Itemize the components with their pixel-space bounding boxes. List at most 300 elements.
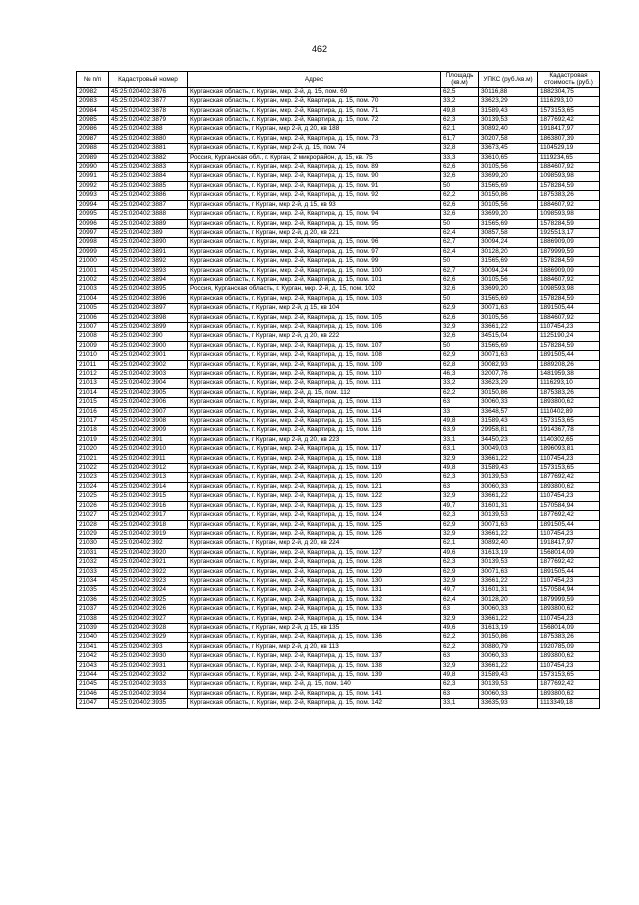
cell-area: 63 [441,605,479,614]
cell-cadastral-value: 1879999,59 [538,247,600,256]
cell-number: 21025 [77,492,109,501]
cell-area: 49,8 [441,106,479,115]
cell-address: Курганская область, г. Курган, мкр. 2-й, Квартира, д. 15, пом. 95 [188,219,441,228]
cell-cadastral-value: 1877692,42 [538,116,600,125]
cell-upks: 33699,20 [479,285,538,294]
cell-cadastral-value: 1107454,23 [538,614,600,623]
cell-address: Курганская область, г Курган, мкр 2-й, д 20, кв 224 [188,539,441,548]
cell-address: Курганская область, г. Курган, мкр. 2-й, Квартира, д. 15, пом. 97 [188,247,441,256]
cell-address: Курганская область, г. Курган, мкр. 2-й, Квартира, д. 15, пом. 128 [188,558,441,567]
cell-number: 21035 [77,586,109,595]
cell-upks: 31565,69 [479,219,538,228]
cell-upks: 30139,53 [479,116,538,125]
cell-area: 63 [441,689,479,698]
cell-cadastral-number: 45:25:020402:3898 [109,313,188,322]
cell-area: 62,4 [441,228,479,237]
cell-cadastral-value: 1113349,18 [538,699,600,708]
cell-address: Курганская область, г. Курган, мкр. 2-й, Квартира, д. 15, пом. 136 [188,633,441,642]
table-row [77,322,600,331]
cell-upks: 30105,56 [479,313,538,322]
cell-address: Курганская область, г Курган, мкр 2-й, д 20, кв 221 [188,228,441,237]
cell-upks: 33661,22 [479,492,538,501]
table-row [77,97,600,106]
cell-cadastral-number: 45:25:020402:3920 [109,548,188,557]
cell-cadastral-value: 1920785,09 [538,642,600,651]
cell-address: Курганская область, г. Курган, мкр. 2-й, Квартира, д. 15, пом. 89 [188,163,441,172]
cell-cadastral-number: 45:25:020402:3893 [109,266,188,275]
cell-upks: 31613,19 [479,548,538,557]
cell-cadastral-number: 45:25:020402:391 [109,435,188,444]
table-row [77,134,600,143]
cell-cadastral-number: 45:25:020402:3882 [109,153,188,162]
cell-cadastral-number: 45:25:020402:3931 [109,661,188,670]
cell-area: 50 [441,219,479,228]
table-row [77,689,600,698]
cell-upks: 33648,57 [479,407,538,416]
cell-cadastral-number: 45:25:020402:3905 [109,388,188,397]
table-row [77,266,600,275]
cell-address: Россия, Курганская обл., г. Курган, 2 микрорайон, д. 15, кв. 75 [188,153,441,162]
cell-upks: 34450,23 [479,435,538,444]
cell-number: 20998 [77,238,109,247]
cell-address: Курганская область, г. Курган, мкр. 2-й, Квартира, д. 15, пом. 120 [188,473,441,482]
cell-address: Курганская область, г. Курган, мкр 2-й, д. 15, пом. 74 [188,144,441,153]
cell-area: 46,3 [441,370,479,379]
cell-cadastral-number: 45:25:020402:3888 [109,210,188,219]
cell-area: 62,2 [441,642,479,651]
cell-cadastral-number: 45:25:020402:3935 [109,699,188,708]
cell-cadastral-value: 1918417,97 [538,125,600,134]
cell-area: 63,9 [441,426,479,435]
cell-area: 62,3 [441,116,479,125]
cell-upks: 30128,20 [479,247,538,256]
table-row [77,388,600,397]
cell-cadastral-value: 1875383,26 [538,633,600,642]
cell-cadastral-value: 1110402,89 [538,407,600,416]
cell-area: 62,6 [441,200,479,209]
cell-cadastral-number: 45:25:020402:3876 [109,87,188,96]
cell-upks: 30139,53 [479,473,538,482]
cell-number: 21028 [77,520,109,529]
cell-cadastral-number: 45:25:020402:3925 [109,595,188,604]
cell-address: Курганская область, г Курган, мкр 2-й, д 20, кв 188 [188,125,441,134]
cell-cadastral-value: 1877692,42 [538,511,600,520]
table-row [77,144,600,153]
table-row [77,642,600,651]
cell-cadastral-value: 1884607,92 [538,163,600,172]
cell-area: 50 [441,341,479,350]
cell-upks: 30150,86 [479,388,538,397]
cell-upks: 30150,86 [479,191,538,200]
cell-address: Курганская область, г. Курган, мкр. 2-й, Квартира, д. 15, пом. 127 [188,548,441,557]
table-row [77,304,600,313]
cell-upks: 33623,29 [479,379,538,388]
table-row [77,492,600,501]
cell-number: 20983 [77,97,109,106]
cell-address: Курганская область, г. Курган, мкр. 2-й, Квартира, д. 15, пом. 108 [188,351,441,360]
cell-upks: 30071,63 [479,351,538,360]
cell-address: Курганская область, г. Курган, мкр. 2-й, Квартира, д. 15, пом. 125 [188,520,441,529]
cell-area: 63 [441,652,479,661]
table-row [77,210,600,219]
cell-cadastral-number: 45:25:020402:3923 [109,576,188,585]
cell-upks: 30139,53 [479,558,538,567]
cell-number: 21017 [77,417,109,426]
cell-cadastral-value: 1568014,09 [538,623,600,632]
cell-upks: 30094,24 [479,238,538,247]
cell-address: Курганская область, г. Курган, мкр. 2-й, Квартира, д. 15, пом. 137 [188,652,441,661]
cell-cadastral-number: 45:25:020402:3932 [109,671,188,680]
cell-upks: 30139,53 [479,511,538,520]
cell-number: 21024 [77,482,109,491]
cell-area: 32,9 [441,614,479,623]
cell-cadastral-value: 1107454,23 [538,322,600,331]
cell-cadastral-value: 1107454,23 [538,492,600,501]
cell-cadastral-number: 45:25:020402:3892 [109,257,188,266]
cell-cadastral-number: 45:25:020402:3917 [109,511,188,520]
table-row [77,482,600,491]
cell-area: 49,6 [441,623,479,632]
cell-number: 21026 [77,501,109,510]
table-row [77,576,600,585]
cell-area: 49,7 [441,501,479,510]
cell-cadastral-value: 1570584,94 [538,501,600,510]
cell-number: 21019 [77,435,109,444]
cell-number: 20991 [77,172,109,181]
cell-cadastral-number: 45:25:020402:3929 [109,633,188,642]
cell-upks: 30892,40 [479,125,538,134]
cell-cadastral-value: 1893800,62 [538,689,600,698]
cell-cadastral-value: 1891505,44 [538,520,600,529]
cell-number: 21034 [77,576,109,585]
cell-cadastral-value: 1107454,23 [538,576,600,585]
cell-cadastral-value: 1891505,44 [538,351,600,360]
table-row [77,454,600,463]
cell-upks: 33699,20 [479,172,538,181]
cell-address: Курганская область, г. Курган, мкр. 2-й, Квартира, д. 15, пом. 117 [188,445,441,454]
cell-upks: 30082,93 [479,360,538,369]
cell-number: 21036 [77,595,109,604]
cell-cadastral-value: 1107454,23 [538,454,600,463]
cell-cadastral-value: 1098593,98 [538,285,600,294]
cell-area: 62,9 [441,567,479,576]
table-row [77,398,600,407]
table-row [77,558,600,567]
table-row [77,586,600,595]
cell-cadastral-number: 45:25:020402:3906 [109,398,188,407]
cell-number: 20987 [77,134,109,143]
cell-area: 62,4 [441,247,479,256]
cell-area: 62,9 [441,520,479,529]
table-row [77,247,600,256]
table-row [77,539,600,548]
cell-area: 62,6 [441,163,479,172]
cell-cadastral-number: 45:25:020402:3926 [109,605,188,614]
cell-cadastral-value: 1875383,26 [538,388,600,397]
cell-upks: 33623,29 [479,97,538,106]
cell-address: Курганская область, г. Курган, мкр. 2-й, Квартира, д. 15, пом. 131 [188,586,441,595]
cell-area: 62,3 [441,473,479,482]
cell-cadastral-number: 45:25:020402:3895 [109,285,188,294]
cell-cadastral-value: 1884607,92 [538,275,600,284]
cell-cadastral-number: 45:25:020402:3908 [109,417,188,426]
cell-upks: 31589,43 [479,106,538,115]
cell-upks: 30060,33 [479,652,538,661]
cell-cadastral-number: 45:25:020402:3924 [109,586,188,595]
cell-area: 62,4 [441,595,479,604]
cell-cadastral-value: 1879999,59 [538,595,600,604]
cell-number: 21031 [77,548,109,557]
cell-upks: 31613,19 [479,623,538,632]
cell-number: 21005 [77,304,109,313]
cell-cadastral-value: 1893800,62 [538,482,600,491]
cell-upks: 31589,43 [479,417,538,426]
cell-number: 21010 [77,351,109,360]
table-row [77,417,600,426]
table-row [77,445,600,454]
cell-number: 21042 [77,652,109,661]
table-row [77,332,600,341]
cell-area: 32,8 [441,144,479,153]
cell-number: 21038 [77,614,109,623]
cell-cadastral-number: 45:25:020402:3910 [109,445,188,454]
table-row [77,257,600,266]
cell-area: 33,1 [441,435,479,444]
cell-cadastral-number: 45:25:020402:3927 [109,614,188,623]
cell-address: Курганская область, г. Курган, мкр. 2-й, Квартира, д. 15, пом. 73 [188,134,441,143]
cell-number: 21001 [77,266,109,275]
cell-area: 62,9 [441,304,479,313]
table-header [77,72,600,88]
cell-number: 21027 [77,511,109,520]
cell-address: Курганская область, г. Курган, мкр. 2-й, Квартира, д. 15, пом. 101 [188,275,441,284]
cell-cadastral-number: 45:25:020402:3890 [109,238,188,247]
cell-upks: 30060,33 [479,482,538,491]
cell-address: Курганская область, г. Курган, мкр. 2-й, Квартира, д. 15, пом. 114 [188,407,441,416]
table-row [77,219,600,228]
cell-cadastral-number: 45:25:020402:3918 [109,520,188,529]
cell-address: Курганская область, г. Курган, мкр. 2-й, Квартира, д. 15, пом. 141 [188,689,441,698]
cell-area: 62,7 [441,266,479,275]
cell-cadastral-value: 1107454,23 [538,661,600,670]
table-row [77,370,600,379]
cell-upks: 30857,58 [479,228,538,237]
table-row [77,614,600,623]
cell-cadastral-number: 45:25:020402:3881 [109,144,188,153]
cell-cadastral-number: 45:25:020402:3897 [109,304,188,313]
cell-cadastral-number: 45:25:020402:3919 [109,529,188,538]
cell-cadastral-value: 1125190,24 [538,332,600,341]
cell-address: Курганская область, г. Курган, мкр. 2-й, Квартира, д. 15, пом. 110 [188,370,441,379]
cell-cadastral-number: 45:25:020402:3899 [109,322,188,331]
cell-address: Курганская область, г. Курган, мкр. 2-й, Квартира, д. 15, пом. 138 [188,661,441,670]
cell-area: 32,9 [441,529,479,538]
cell-cadastral-number: 45:25:020402:3886 [109,191,188,200]
cell-cadastral-value: 1578284,59 [538,341,600,350]
cell-address: Курганская область, г Курган, мкр 2-й, д 15, кв 135 [188,623,441,632]
cell-area: 33 [441,407,479,416]
cell-area: 49,7 [441,586,479,595]
cell-area: 63 [441,482,479,491]
cell-address: Курганская область, г. Курган, мкр. 2-й, Квартира, д. 15, пом. 92 [188,191,441,200]
table-row [77,351,600,360]
cell-cadastral-value: 1925513,17 [538,228,600,237]
cell-area: 32,9 [441,454,479,463]
cell-upks: 33661,22 [479,322,538,331]
cell-cadastral-number: 45:25:020402:390 [109,332,188,341]
cell-cadastral-number: 45:25:020402:3903 [109,370,188,379]
cell-cadastral-value: 1116293,10 [538,379,600,388]
cell-upks: 30094,24 [479,266,538,275]
cell-address: Курганская область, г Курган, мкр 2-й, д 20, кв 222 [188,332,441,341]
table-row [77,116,600,125]
header-cadastral-value: Кадастровая стоимость (руб.) [538,72,600,88]
cell-number: 20999 [77,247,109,256]
cell-number: 21007 [77,322,109,331]
cell-address: Курганская область, г. Курган, мкр. 2-й, Квартира, д. 15, пом. 96 [188,238,441,247]
cell-upks: 29958,81 [479,426,538,435]
table-row [77,294,600,303]
table-row [77,87,600,96]
cell-cadastral-number: 45:25:020402:3901 [109,351,188,360]
cadastral-table [76,71,600,709]
cell-area: 50 [441,294,479,303]
header-upks: УПКС (руб./кв.м) [479,72,538,88]
table-row [77,181,600,190]
cell-cadastral-value: 1875383,26 [538,191,600,200]
cell-area: 62,6 [441,275,479,284]
cell-address: Курганская область, г. Курган, мкр. 2-й, Квартира, д. 15, пом. 133 [188,605,441,614]
cell-cadastral-value: 1140302,65 [538,435,600,444]
cell-number: 20982 [77,87,109,96]
cell-address: Курганская область, г. Курган, мкр. 2-й, Квартира, д. 15, пом. 99 [188,257,441,266]
cell-cadastral-value: 1573153,65 [538,671,600,680]
cell-cadastral-value: 1889208,26 [538,360,600,369]
cell-cadastral-value: 1863807,39 [538,134,600,143]
cell-number: 21003 [77,285,109,294]
cell-upks: 33635,93 [479,699,538,708]
table-row [77,567,600,576]
cell-upks: 30139,53 [479,680,538,689]
cell-address: Курганская область, г. Курган, мкр. 2-й, Квартира, д. 15, пом. 103 [188,294,441,303]
cell-cadastral-number: 45:25:020402:3912 [109,464,188,473]
cell-number: 21015 [77,398,109,407]
cell-address: Курганская область, г. Курган, мкр. 2-й, Квартира, д. 15, пом. 121 [188,482,441,491]
cell-area: 62,5 [441,87,479,96]
cell-number: 20990 [77,163,109,172]
cell-cadastral-value: 1104529,19 [538,144,600,153]
table-row [77,200,600,209]
cell-area: 62,3 [441,511,479,520]
table-row [77,426,600,435]
cell-area: 61,7 [441,134,479,143]
cell-cadastral-value: 1578284,59 [538,181,600,190]
cell-address: Курганская область, г Курган, мкр 2-й, д 20, кв 113 [188,642,441,651]
cell-number: 21043 [77,661,109,670]
table-row [77,699,600,708]
cell-upks: 31601,31 [479,501,538,510]
cell-area: 32,6 [441,172,479,181]
cell-upks: 33610,65 [479,153,538,162]
table-row [77,275,600,284]
cell-address: Курганская область, г. Курган, мкр. 2-й, Квартира, д. 15, пом. 116 [188,426,441,435]
cell-address: Курганская область, г. Курган, мкр. 2-й, Квартира, д. 15, пом. 119 [188,464,441,473]
table-row [77,228,600,237]
cell-area: 62,2 [441,388,479,397]
cell-area: 32,9 [441,492,479,501]
cell-address: Курганская область, г. Курган, мкр. 2-й, Квартира, д. 15, пом. 70 [188,97,441,106]
cell-cadastral-number: 45:25:020402:3922 [109,567,188,576]
cell-upks: 31589,43 [479,464,538,473]
cell-cadastral-number: 45:25:020402:3911 [109,454,188,463]
cell-address: Курганская область, г. Курган, мкр. 2-й, Квартира, д. 15, пом. 123 [188,501,441,510]
cell-cadastral-number: 45:25:020402:3909 [109,426,188,435]
cell-upks: 30105,56 [479,163,538,172]
cell-number: 21008 [77,332,109,341]
cell-number: 20992 [77,181,109,190]
cell-cadastral-number: 45:25:020402:3891 [109,247,188,256]
cell-cadastral-number: 45:25:020402:3884 [109,172,188,181]
cell-address: Курганская область, г Курган, мкр 2-й, д 15, кв 104 [188,304,441,313]
cell-cadastral-number: 45:25:020402:393 [109,642,188,651]
cell-cadastral-value: 1877692,42 [538,473,600,482]
table-row [77,238,600,247]
cell-area: 49,8 [441,464,479,473]
cell-address: Курганская область, г. Курган, мкр. 2-й, Квартира, д. 15, пом. 132 [188,595,441,604]
table-row [77,623,600,632]
cell-address: Курганская область, г. Курган, мкр. 2-й, Квартира, д. 15, пом. 134 [188,614,441,623]
cell-upks: 33673,45 [479,144,538,153]
cell-cadastral-number: 45:25:020402:3934 [109,689,188,698]
cell-address: Курганская область, г. Курган, мкр. 2-й, д. 15, пом. 140 [188,680,441,689]
cell-cadastral-number: 45:25:020402:3902 [109,360,188,369]
cell-cadastral-value: 1578284,59 [538,257,600,266]
cell-address: Курганская область, г. Курган, мкр. 2-й, Квартира, д. 15, пом. 111 [188,379,441,388]
cell-upks: 33661,22 [479,661,538,670]
cell-number: 21012 [77,370,109,379]
cell-cadastral-number: 45:25:020402:3877 [109,97,188,106]
cell-cadastral-number: 45:25:020402:3921 [109,558,188,567]
cell-upks: 31565,69 [479,341,538,350]
cell-cadastral-value: 1573153,65 [538,417,600,426]
table-row [77,520,600,529]
cell-cadastral-value: 1893800,62 [538,398,600,407]
table-row [77,464,600,473]
cell-upks: 30049,03 [479,445,538,454]
table-row [77,511,600,520]
cell-cadastral-value: 1098593,98 [538,172,600,181]
cell-number: 21030 [77,539,109,548]
cell-address: Курганская область, г. Курган, мкр. 2-й, Квартира, д. 15, пом. 71 [188,106,441,115]
cell-number: 21018 [77,426,109,435]
cell-upks: 30116,88 [479,87,538,96]
cell-cadastral-value: 1884607,92 [538,313,600,322]
table-row [77,106,600,115]
cell-area: 49,8 [441,417,479,426]
cell-number: 21002 [77,275,109,284]
cell-number: 21014 [77,388,109,397]
cell-upks: 31589,43 [479,671,538,680]
cell-cadastral-number: 45:25:020402:3880 [109,134,188,143]
cell-upks: 33661,22 [479,529,538,538]
cell-area: 49,6 [441,548,479,557]
header-number: № п/п [77,72,109,88]
table-row [77,633,600,642]
cell-address: Курганская область, г. Курган, мкр. 2-й, Квартира, д. 15, пом. 72 [188,116,441,125]
cell-number: 20996 [77,219,109,228]
cell-number: 21009 [77,341,109,350]
cell-upks: 30105,56 [479,200,538,209]
